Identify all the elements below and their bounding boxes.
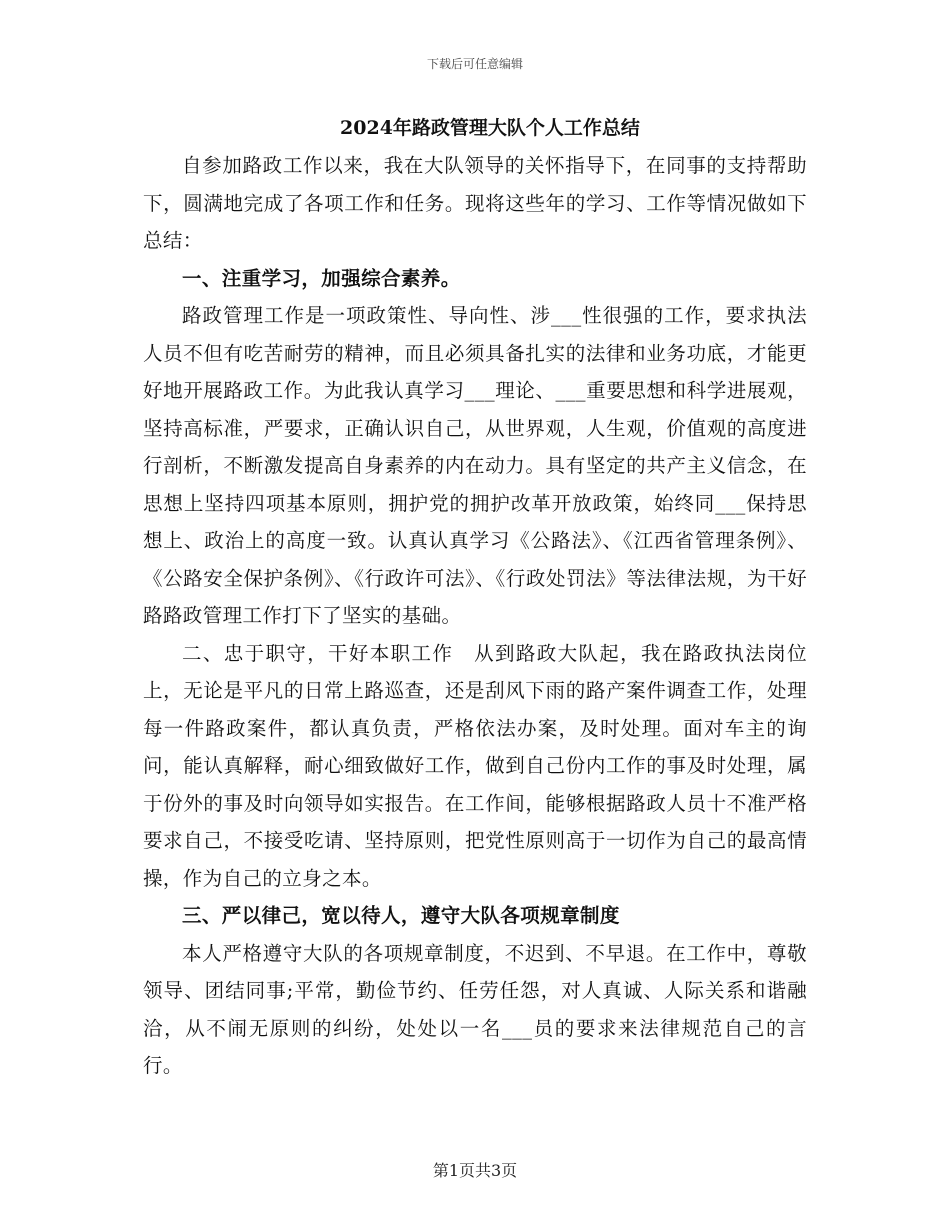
- section-heading-3: 三、严以律己，宽以待人，遵守大队各项规章制度: [182, 904, 620, 927]
- document-body: [143, 113, 807, 1085]
- header-note: 下载后可任意编辑: [426, 57, 523, 71]
- section-3-paragraph: 本人严格遵守大队的各项规章制度，不迟到、不早退。在工作中，尊敬领导、团结同事;平常，勤俭节约、任劳任怨，对人真诚、人际关系和谐融洽，从不闹无原则的纠纷，处处以一名___员的要求来法律规范自己的言行。: [143, 941, 807, 1077]
- section-2-paragraph: 二、忠于职守，干好本职工作 从到路政大队起，我在路政执法岗位上，无论是平凡的日常上路巡查，还是刮风下雨的路产案件调查工作，处理每一件路政案件，都认真负责，严格依法办案，及时处理。面对车主的询问，能认真解释，耐心细致做好工作，做到自己份内工作的事及时处理，属于份外的事及时向领导如实报告。在工作间，能够根据路政人员十不准严格要求自己，不接受吃请、坚持原则，把党性原则高于一切作为自己的最高情操，作为自己的立身之本。: [143, 641, 807, 890]
- document-title: 2024年路政管理大队个人工作总结: [340, 117, 640, 139]
- page-number: 第1页共3页: [432, 1161, 518, 1180]
- section-heading-1: 一、注重学习，加强综合素养。: [182, 266, 461, 290]
- section-1-paragraph: 路政管理工作是一项政策性、导向性、涉___性很强的工作，要求执法人员不但有吃苦耐劳的精神，而且必须具备扎实的法律和业务功底，才能更好地开展路政工作。为此我认真学习___理论、___重要思想和科学进展观，坚持高标准，严要求，正确认识自己，从世界观，人生观，价值观的高度进行剖析，不断激发提高自身素养的内在动力。具有坚定的共产主义信念，在思想上坚持四项基本原则，拥护党的拥护改革开放政策，始终同___保持思想上、政治上的高度一致。认真认真学习《公路法》、《江西省管理条例》、《公路安全保护条例》、《行政许可法》、《行政处罚法》等法律法规，为干好路路政管理工作打下了坚实的基础。: [143, 304, 807, 627]
- intro-paragraph: 自参加路政工作以来，我在大队领导的关怀指导下，在同事的支持帮助下，圆满地完成了各项工作和任务。现将这些年的学习、工作等情况做如下总结：: [143, 154, 807, 252]
